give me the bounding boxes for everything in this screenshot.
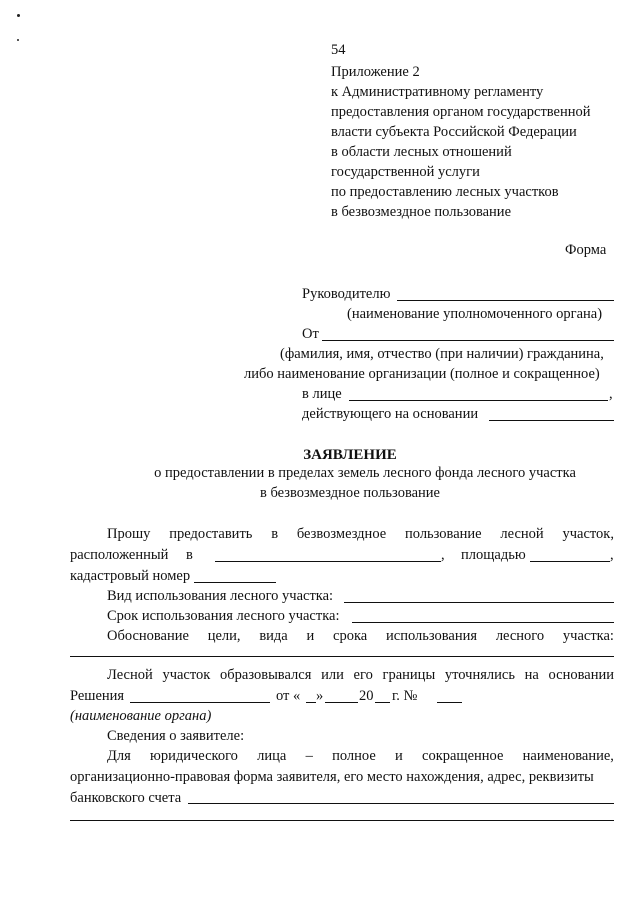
word: сокращенное bbox=[422, 748, 504, 764]
basis-blank[interactable] bbox=[489, 420, 614, 421]
word: предоставить bbox=[169, 526, 253, 542]
statement-subtitle-1: о предоставлении в пределах земель лесного фонда лесного участка bbox=[154, 465, 576, 481]
from-blank[interactable] bbox=[322, 340, 614, 341]
statement-title: ЗАЯВЛЕНИЕ bbox=[303, 447, 397, 463]
word: использования bbox=[386, 628, 478, 644]
decision-number-label: г. № bbox=[392, 688, 418, 704]
decision-year-blank[interactable] bbox=[375, 702, 390, 703]
person-label: в лице bbox=[302, 386, 342, 402]
word: лесной bbox=[500, 526, 544, 542]
word: на bbox=[524, 667, 539, 683]
appendix-title: Приложение 2 bbox=[331, 64, 420, 80]
appendix-line: власти субъекта Российской Федерации bbox=[331, 124, 577, 140]
word: участок bbox=[162, 667, 211, 683]
rationale-line bbox=[107, 628, 614, 645]
legal-line bbox=[107, 748, 614, 765]
rationale-blank[interactable] bbox=[70, 656, 614, 657]
located-label: расположенный bbox=[70, 547, 169, 563]
word: Прошу bbox=[107, 526, 151, 542]
legal-line-2: организационно-правовая форма заявителя, его место нахождения, адрес, реквизиты bbox=[70, 769, 594, 785]
word: лица bbox=[257, 748, 287, 764]
applicant-label: Сведения о заявителе: bbox=[107, 728, 245, 744]
form-label: Форма bbox=[565, 242, 607, 258]
formed-line bbox=[107, 667, 614, 684]
statement-subtitle-2: в безвозмездное пользование bbox=[259, 485, 440, 501]
word: уточнялись bbox=[444, 667, 515, 683]
located-in: в bbox=[186, 547, 193, 563]
word: полное bbox=[332, 748, 376, 764]
use-term-label: Срок использования лесного участка: bbox=[107, 608, 340, 624]
appendix-line: по предоставлению лесных участков bbox=[331, 184, 559, 200]
decision-label: Решения bbox=[70, 688, 125, 704]
use-type-label: Вид использования лесного участка: bbox=[107, 588, 334, 604]
decision-day-blank[interactable] bbox=[306, 702, 316, 703]
appendix-line: к Административному регламенту bbox=[331, 84, 544, 100]
basis-label: действующего на основании bbox=[302, 406, 479, 422]
word: основании bbox=[548, 667, 614, 683]
word: и bbox=[306, 628, 315, 644]
appendix-line: в безвозмездное пользование bbox=[331, 204, 512, 220]
person-blank[interactable] bbox=[349, 400, 608, 401]
from-label: От bbox=[302, 326, 319, 342]
word: пользование bbox=[405, 526, 482, 542]
area-label: площадью bbox=[461, 547, 526, 563]
word: участка: bbox=[562, 628, 614, 644]
word: лесного bbox=[495, 628, 545, 644]
use-type-blank[interactable] bbox=[344, 602, 614, 603]
appendix-line: в области лесных отношений bbox=[331, 144, 512, 160]
decision-number-blank[interactable] bbox=[437, 702, 462, 703]
location-comma: , bbox=[441, 547, 445, 563]
word: Для bbox=[107, 748, 131, 764]
word: – bbox=[305, 748, 313, 764]
head-label: Руководителю bbox=[302, 286, 391, 302]
bank-label: банковского счета bbox=[70, 790, 182, 806]
use-term-blank[interactable] bbox=[352, 622, 614, 623]
decision-organ-blank[interactable] bbox=[130, 702, 270, 703]
person-comma: , bbox=[609, 386, 613, 402]
bank-blank-2[interactable] bbox=[70, 820, 614, 821]
request-line bbox=[107, 526, 614, 543]
word: наименование, bbox=[522, 748, 614, 764]
word: границы bbox=[382, 667, 436, 683]
appendix-line: предоставления органом государственной bbox=[331, 104, 591, 120]
scan-speck bbox=[17, 39, 19, 41]
word: Обоснование bbox=[107, 628, 189, 644]
decision-from: от « bbox=[276, 688, 301, 704]
word: цели, bbox=[207, 628, 241, 644]
word: юридического bbox=[150, 748, 238, 764]
word: срока bbox=[333, 628, 368, 644]
head-hint: (наименование уполномоченного органа) bbox=[347, 306, 603, 322]
organ-hint: (наименование органа) bbox=[70, 708, 212, 724]
word: или bbox=[321, 667, 344, 683]
from-hint-1: (фамилия, имя, отчество (при наличии) гражданина, bbox=[280, 346, 604, 362]
page-number: 54 bbox=[331, 42, 346, 58]
area-comma: , bbox=[610, 547, 614, 563]
cadastral-label: кадастровый номер bbox=[70, 568, 191, 584]
from-hint-2: либо наименование организации (полное и сокращенное) bbox=[244, 366, 600, 382]
word: его bbox=[353, 667, 373, 683]
head-blank[interactable] bbox=[397, 300, 614, 301]
location-blank[interactable] bbox=[215, 561, 441, 562]
word: Лесной bbox=[107, 667, 153, 683]
bank-blank[interactable] bbox=[188, 803, 614, 804]
scan-speck bbox=[17, 14, 20, 17]
decision-quote: » bbox=[316, 688, 324, 704]
word: участок, bbox=[562, 526, 614, 542]
word: образовывался bbox=[220, 667, 312, 683]
word: вида bbox=[259, 628, 288, 644]
word: в bbox=[271, 526, 279, 542]
decision-month-blank[interactable] bbox=[325, 702, 358, 703]
cadastral-blank[interactable] bbox=[194, 582, 276, 583]
word: и bbox=[395, 748, 403, 764]
appendix-line: государственной услуги bbox=[331, 164, 480, 180]
decision-year: 20 bbox=[359, 688, 374, 704]
word: безвозмездное bbox=[296, 526, 387, 542]
area-blank[interactable] bbox=[530, 561, 610, 562]
